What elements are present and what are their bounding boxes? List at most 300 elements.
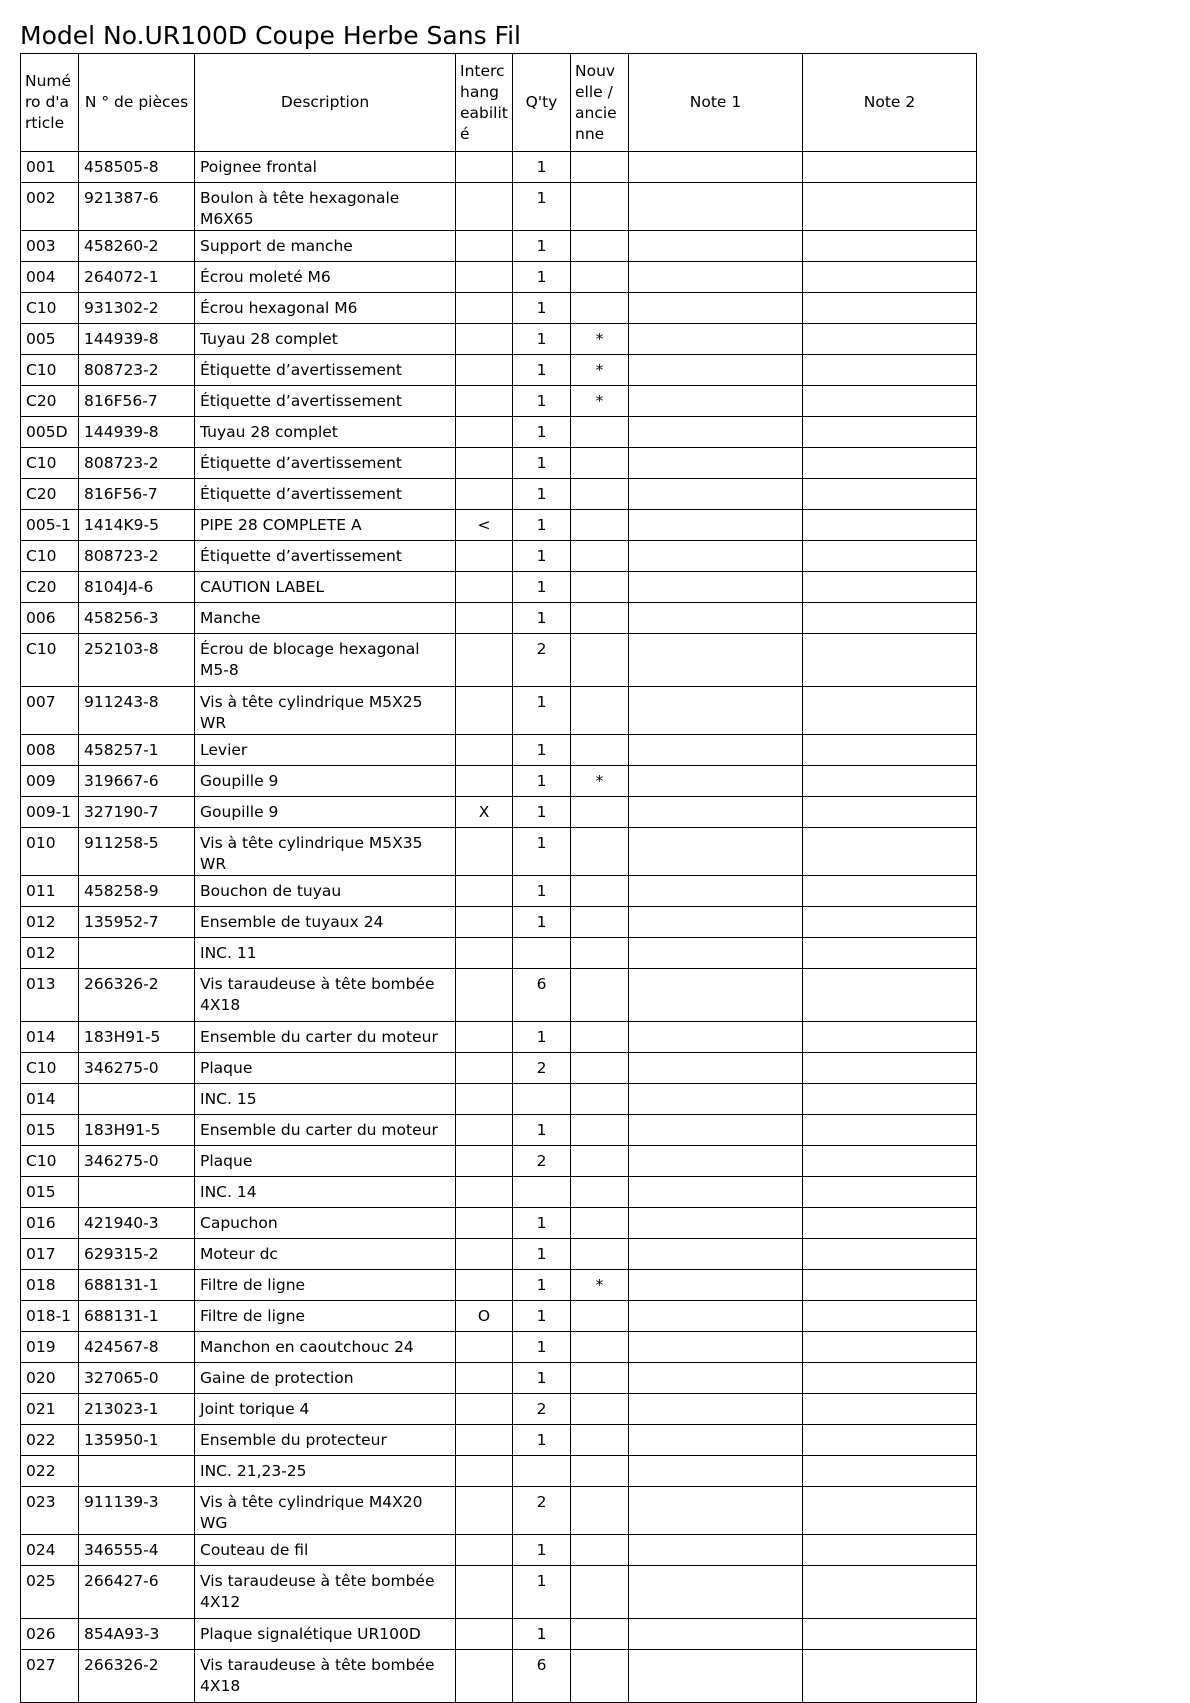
cell-note-2 <box>803 1084 977 1115</box>
cell-part-number: 931302-2 <box>79 293 195 324</box>
cell-note-2 <box>803 1619 977 1650</box>
cell-interchangeability: O <box>456 1301 513 1332</box>
cell-item-number: 014 <box>21 1022 79 1053</box>
cell-quantity: 1 <box>513 355 571 386</box>
cell-quantity: 2 <box>513 1487 571 1535</box>
table-row <box>21 1301 977 1332</box>
cell-item-number: C10 <box>21 1053 79 1084</box>
cell-part-number: 346555-4 <box>79 1535 195 1566</box>
cell-note-1 <box>629 448 803 479</box>
cell-item-number: 010 <box>21 828 79 876</box>
cell-interchangeability <box>456 1650 513 1703</box>
cell-new-old <box>571 1115 629 1146</box>
cell-part-number: 183H91-5 <box>79 1115 195 1146</box>
cell-item-number: 003 <box>21 231 79 262</box>
cell-new-old <box>571 231 629 262</box>
cell-note-2 <box>803 766 977 797</box>
cell-description: Vis à tête cylindrique M5X25 WR <box>195 687 456 735</box>
cell-note-2 <box>803 1535 977 1566</box>
cell-part-number: 911243-8 <box>79 687 195 735</box>
cell-interchangeability <box>456 766 513 797</box>
cell-part-number: 808723-2 <box>79 541 195 572</box>
table-row <box>21 1084 977 1115</box>
cell-interchangeability <box>456 1053 513 1084</box>
table-row <box>21 907 977 938</box>
cell-new-old <box>571 1566 629 1619</box>
cell-description: PIPE 28 COMPLETE A <box>195 510 456 541</box>
cell-item-number: C20 <box>21 386 79 417</box>
cell-note-2 <box>803 1177 977 1208</box>
table-row <box>21 1394 977 1425</box>
cell-item-number: 024 <box>21 1535 79 1566</box>
cell-note-2 <box>803 1566 977 1619</box>
cell-description: Goupille 9 <box>195 766 456 797</box>
cell-description: Plaque <box>195 1146 456 1177</box>
cell-description: Tuyau 28 complet <box>195 324 456 355</box>
cell-item-number: 026 <box>21 1619 79 1650</box>
cell-quantity: 6 <box>513 1650 571 1703</box>
cell-item-number: 007 <box>21 687 79 735</box>
cell-note-2 <box>803 152 977 183</box>
cell-interchangeability <box>456 1146 513 1177</box>
cell-note-2 <box>803 1456 977 1487</box>
table-row <box>21 152 977 183</box>
cell-part-number: 458256-3 <box>79 603 195 634</box>
cell-description: Ensemble du carter du moteur <box>195 1115 456 1146</box>
cell-quantity: 1 <box>513 572 571 603</box>
cell-description: Levier <box>195 735 456 766</box>
cell-note-2 <box>803 1394 977 1425</box>
cell-item-number: 012 <box>21 938 79 969</box>
cell-new-old <box>571 541 629 572</box>
cell-interchangeability <box>456 1270 513 1301</box>
cell-quantity <box>513 1084 571 1115</box>
cell-quantity: 1 <box>513 293 571 324</box>
cell-interchangeability <box>456 262 513 293</box>
cell-quantity: 1 <box>513 828 571 876</box>
cell-new-old <box>571 1487 629 1535</box>
table-row <box>21 1566 977 1619</box>
cell-description: Ensemble du carter du moteur <box>195 1022 456 1053</box>
cell-description: Support de manche <box>195 231 456 262</box>
cell-item-number: 013 <box>21 969 79 1022</box>
cell-new-old <box>571 183 629 231</box>
cell-note-2 <box>803 183 977 231</box>
cell-note-1 <box>629 969 803 1022</box>
cell-new-old <box>571 907 629 938</box>
cell-note-2 <box>803 1022 977 1053</box>
cell-interchangeability <box>456 417 513 448</box>
cell-quantity: 1 <box>513 1115 571 1146</box>
cell-part-number: 1414K9-5 <box>79 510 195 541</box>
cell-note-2 <box>803 735 977 766</box>
cell-new-old <box>571 1619 629 1650</box>
cell-item-number: 008 <box>21 735 79 766</box>
cell-description: Joint torique 4 <box>195 1394 456 1425</box>
cell-interchangeability <box>456 1022 513 1053</box>
table-row <box>21 1177 977 1208</box>
cell-note-1 <box>629 1022 803 1053</box>
cell-item-number: 012 <box>21 907 79 938</box>
cell-note-2 <box>803 541 977 572</box>
cell-part-number: 327190-7 <box>79 797 195 828</box>
parts-table-body <box>21 152 977 1703</box>
cell-item-number: 025 <box>21 1566 79 1619</box>
cell-note-2 <box>803 1332 977 1363</box>
cell-new-old <box>571 1301 629 1332</box>
cell-note-2 <box>803 1270 977 1301</box>
cell-interchangeability <box>456 1425 513 1456</box>
cell-part-number: 264072-1 <box>79 262 195 293</box>
cell-interchangeability <box>456 1084 513 1115</box>
cell-quantity: 1 <box>513 541 571 572</box>
header-new-old: Nouv elle / ancie nne <box>571 54 629 152</box>
table-row <box>21 324 977 355</box>
cell-note-1 <box>629 1566 803 1619</box>
cell-description: Vis taraudeuse à tête bombée 4X18 <box>195 969 456 1022</box>
cell-description: Couteau de fil <box>195 1535 456 1566</box>
cell-note-2 <box>803 355 977 386</box>
cell-part-number: 421940-3 <box>79 1208 195 1239</box>
cell-note-2 <box>803 876 977 907</box>
cell-part-number: 458505-8 <box>79 152 195 183</box>
cell-quantity: 2 <box>513 1146 571 1177</box>
cell-note-1 <box>629 262 803 293</box>
cell-quantity <box>513 938 571 969</box>
cell-note-1 <box>629 634 803 687</box>
cell-part-number: 266427-6 <box>79 1566 195 1619</box>
cell-quantity: 1 <box>513 1535 571 1566</box>
cell-description: Gaine de protection <box>195 1363 456 1394</box>
cell-description: INC. 14 <box>195 1177 456 1208</box>
cell-note-2 <box>803 1115 977 1146</box>
cell-note-2 <box>803 1363 977 1394</box>
table-row <box>21 1270 977 1301</box>
table-row <box>21 417 977 448</box>
table-row <box>21 183 977 231</box>
cell-interchangeability <box>456 1177 513 1208</box>
cell-interchangeability <box>456 938 513 969</box>
cell-part-number: 319667-6 <box>79 766 195 797</box>
cell-quantity: 1 <box>513 1363 571 1394</box>
cell-part-number: 252103-8 <box>79 634 195 687</box>
cell-item-number: 020 <box>21 1363 79 1394</box>
cell-note-2 <box>803 969 977 1022</box>
cell-interchangeability <box>456 324 513 355</box>
cell-note-1 <box>629 1456 803 1487</box>
cell-part-number: 921387-6 <box>79 183 195 231</box>
cell-item-number: 014 <box>21 1084 79 1115</box>
cell-new-old <box>571 1146 629 1177</box>
cell-new-old <box>571 510 629 541</box>
cell-interchangeability: < <box>456 510 513 541</box>
cell-note-2 <box>803 1425 977 1456</box>
cell-description: Étiquette d’avertissement <box>195 541 456 572</box>
table-row <box>21 448 977 479</box>
cell-part-number: 135950-1 <box>79 1425 195 1456</box>
cell-part-number <box>79 1177 195 1208</box>
cell-note-2 <box>803 386 977 417</box>
cell-new-old <box>571 828 629 876</box>
cell-note-2 <box>803 938 977 969</box>
cell-item-number: 009 <box>21 766 79 797</box>
cell-item-number: 001 <box>21 152 79 183</box>
header-note-1: Note 1 <box>629 54 803 152</box>
cell-quantity: 1 <box>513 231 571 262</box>
cell-note-2 <box>803 1301 977 1332</box>
cell-interchangeability <box>456 1363 513 1394</box>
cell-quantity: 1 <box>513 324 571 355</box>
cell-description: Filtre de ligne <box>195 1301 456 1332</box>
cell-item-number: C10 <box>21 1146 79 1177</box>
cell-part-number: 911139-3 <box>79 1487 195 1535</box>
cell-part-number: 266326-2 <box>79 1650 195 1703</box>
cell-description: Capuchon <box>195 1208 456 1239</box>
cell-item-number: 023 <box>21 1487 79 1535</box>
cell-interchangeability <box>456 1115 513 1146</box>
cell-quantity: 1 <box>513 1270 571 1301</box>
cell-description: INC. 15 <box>195 1084 456 1115</box>
cell-interchangeability <box>456 876 513 907</box>
table-row <box>21 1650 977 1703</box>
header-quantity: Q'ty <box>513 54 571 152</box>
cell-new-old <box>571 969 629 1022</box>
table-row <box>21 1425 977 1456</box>
cell-item-number: 017 <box>21 1239 79 1270</box>
cell-new-old: * <box>571 324 629 355</box>
cell-description: Vis taraudeuse à tête bombée 4X18 <box>195 1650 456 1703</box>
cell-part-number <box>79 1084 195 1115</box>
cell-note-1 <box>629 938 803 969</box>
cell-part-number: 688131-1 <box>79 1270 195 1301</box>
cell-description: Poignee frontal <box>195 152 456 183</box>
cell-interchangeability <box>456 152 513 183</box>
cell-note-1 <box>629 386 803 417</box>
table-row <box>21 634 977 687</box>
cell-item-number: 004 <box>21 262 79 293</box>
cell-new-old <box>571 479 629 510</box>
cell-description: Étiquette d’avertissement <box>195 479 456 510</box>
cell-quantity: 1 <box>513 1425 571 1456</box>
cell-item-number: C20 <box>21 572 79 603</box>
cell-note-1 <box>629 1177 803 1208</box>
cell-note-1 <box>629 1332 803 1363</box>
cell-item-number: C10 <box>21 634 79 687</box>
cell-note-2 <box>803 572 977 603</box>
cell-quantity: 1 <box>513 1022 571 1053</box>
cell-item-number: 022 <box>21 1456 79 1487</box>
cell-interchangeability <box>456 1332 513 1363</box>
header-part-number: N ° de pièces <box>79 54 195 152</box>
cell-note-1 <box>629 735 803 766</box>
cell-quantity <box>513 1456 571 1487</box>
cell-note-1 <box>629 797 803 828</box>
table-row <box>21 876 977 907</box>
table-row <box>21 1332 977 1363</box>
table-row <box>21 735 977 766</box>
cell-quantity: 1 <box>513 603 571 634</box>
cell-part-number: 629315-2 <box>79 1239 195 1270</box>
cell-interchangeability <box>456 1487 513 1535</box>
cell-description: Étiquette d’avertissement <box>195 386 456 417</box>
cell-quantity: 1 <box>513 1239 571 1270</box>
cell-item-number: 021 <box>21 1394 79 1425</box>
cell-new-old <box>571 603 629 634</box>
cell-new-old <box>571 1208 629 1239</box>
cell-item-number: C10 <box>21 355 79 386</box>
table-row <box>21 687 977 735</box>
cell-part-number: 458260-2 <box>79 231 195 262</box>
cell-description: Écrou hexagonal M6 <box>195 293 456 324</box>
cell-part-number: 346275-0 <box>79 1146 195 1177</box>
cell-item-number: 015 <box>21 1177 79 1208</box>
table-row <box>21 1146 977 1177</box>
cell-note-1 <box>629 152 803 183</box>
cell-item-number: 027 <box>21 1650 79 1703</box>
cell-part-number: 144939-8 <box>79 417 195 448</box>
cell-note-1 <box>629 1535 803 1566</box>
cell-quantity: 1 <box>513 183 571 231</box>
cell-new-old <box>571 1535 629 1566</box>
cell-description: Ensemble de tuyaux 24 <box>195 907 456 938</box>
cell-description: Moteur dc <box>195 1239 456 1270</box>
cell-quantity: 1 <box>513 417 571 448</box>
cell-part-number: 688131-1 <box>79 1301 195 1332</box>
cell-new-old <box>571 448 629 479</box>
cell-description: Écrou moleté M6 <box>195 262 456 293</box>
header-row <box>21 54 977 152</box>
cell-new-old: * <box>571 766 629 797</box>
cell-note-2 <box>803 293 977 324</box>
cell-description: Tuyau 28 complet <box>195 417 456 448</box>
table-row <box>21 293 977 324</box>
cell-new-old <box>571 1177 629 1208</box>
cell-part-number: 816F56-7 <box>79 479 195 510</box>
cell-quantity: 1 <box>513 876 571 907</box>
table-row <box>21 572 977 603</box>
cell-note-1 <box>629 766 803 797</box>
cell-item-number: C10 <box>21 541 79 572</box>
cell-part-number: 808723-2 <box>79 448 195 479</box>
cell-item-number: C10 <box>21 448 79 479</box>
table-row <box>21 797 977 828</box>
cell-note-2 <box>803 479 977 510</box>
table-row <box>21 386 977 417</box>
cell-description: Plaque <box>195 1053 456 1084</box>
cell-quantity: 2 <box>513 1394 571 1425</box>
cell-part-number: 854A93-3 <box>79 1619 195 1650</box>
cell-new-old <box>571 1394 629 1425</box>
cell-description: Filtre de ligne <box>195 1270 456 1301</box>
cell-part-number: 458258-9 <box>79 876 195 907</box>
cell-description: Ensemble du protecteur <box>195 1425 456 1456</box>
cell-description: Étiquette d’avertissement <box>195 355 456 386</box>
cell-interchangeability <box>456 572 513 603</box>
cell-part-number: 135952-7 <box>79 907 195 938</box>
cell-part-number: 458257-1 <box>79 735 195 766</box>
table-row <box>21 969 977 1022</box>
table-row <box>21 479 977 510</box>
cell-note-2 <box>803 1053 977 1084</box>
cell-interchangeability <box>456 355 513 386</box>
cell-item-number: 018-1 <box>21 1301 79 1332</box>
table-row <box>21 1619 977 1650</box>
cell-note-1 <box>629 1363 803 1394</box>
table-row <box>21 1115 977 1146</box>
cell-new-old <box>571 634 629 687</box>
cell-new-old <box>571 735 629 766</box>
cell-quantity: 1 <box>513 1208 571 1239</box>
cell-part-number: 808723-2 <box>79 355 195 386</box>
cell-interchangeability <box>456 1566 513 1619</box>
cell-description: Vis à tête cylindrique M5X35 WR <box>195 828 456 876</box>
cell-interchangeability <box>456 386 513 417</box>
cell-description: Écrou de blocage hexagonal M5-8 <box>195 634 456 687</box>
cell-interchangeability <box>456 1619 513 1650</box>
parts-table <box>20 53 977 1703</box>
cell-interchangeability <box>456 1239 513 1270</box>
cell-part-number <box>79 1456 195 1487</box>
cell-interchangeability <box>456 907 513 938</box>
cell-interchangeability <box>456 479 513 510</box>
cell-note-1 <box>629 1650 803 1703</box>
cell-new-old: * <box>571 355 629 386</box>
table-row <box>21 603 977 634</box>
cell-part-number: 183H91-5 <box>79 1022 195 1053</box>
cell-interchangeability <box>456 1208 513 1239</box>
cell-note-2 <box>803 1146 977 1177</box>
cell-note-1 <box>629 1239 803 1270</box>
table-row <box>21 262 977 293</box>
table-row <box>21 1022 977 1053</box>
cell-new-old <box>571 1425 629 1456</box>
cell-part-number: 213023-1 <box>79 1394 195 1425</box>
cell-new-old <box>571 572 629 603</box>
cell-interchangeability <box>456 1535 513 1566</box>
cell-quantity: 1 <box>513 448 571 479</box>
cell-description: Manche <box>195 603 456 634</box>
cell-interchangeability <box>456 448 513 479</box>
cell-quantity: 1 <box>513 1619 571 1650</box>
table-row <box>21 231 977 262</box>
cell-new-old <box>571 262 629 293</box>
cell-new-old <box>571 876 629 907</box>
cell-new-old <box>571 417 629 448</box>
cell-note-1 <box>629 828 803 876</box>
cell-quantity: 1 <box>513 797 571 828</box>
cell-quantity: 2 <box>513 634 571 687</box>
table-row <box>21 1535 977 1566</box>
cell-quantity: 1 <box>513 766 571 797</box>
cell-new-old <box>571 1239 629 1270</box>
cell-interchangeability <box>456 541 513 572</box>
cell-note-1 <box>629 1425 803 1456</box>
cell-new-old <box>571 1022 629 1053</box>
cell-item-number: 006 <box>21 603 79 634</box>
cell-note-2 <box>803 324 977 355</box>
cell-note-2 <box>803 510 977 541</box>
cell-interchangeability <box>456 231 513 262</box>
cell-interchangeability <box>456 687 513 735</box>
cell-item-number: 005D <box>21 417 79 448</box>
cell-part-number: 327065-0 <box>79 1363 195 1394</box>
cell-new-old <box>571 1084 629 1115</box>
cell-item-number: 009-1 <box>21 797 79 828</box>
table-row <box>21 1239 977 1270</box>
cell-part-number <box>79 938 195 969</box>
cell-item-number: C20 <box>21 479 79 510</box>
table-row <box>21 938 977 969</box>
